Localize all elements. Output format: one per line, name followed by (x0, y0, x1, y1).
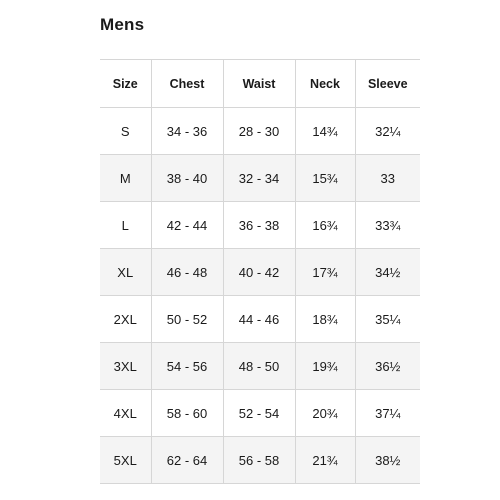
sleeve-cell: 38½ (355, 437, 420, 484)
waist-cell: 32 - 34 (223, 155, 295, 202)
table-row (100, 108, 420, 155)
neck-cell: 16¾ (295, 202, 355, 249)
chest-cell: 46 - 48 (151, 249, 223, 296)
chest-cell: 54 - 56 (151, 343, 223, 390)
sleeve-cell: 34½ (355, 249, 420, 296)
size-cell: 3XL (100, 343, 151, 390)
size-chart-table (100, 59, 420, 484)
size-cell: XL (100, 249, 151, 296)
waist-cell: 56 - 58 (223, 437, 295, 484)
chest-cell: 38 - 40 (151, 155, 223, 202)
table-row (100, 437, 420, 484)
sleeve-cell: 32¼ (355, 108, 420, 155)
neck-cell: 19¾ (295, 343, 355, 390)
table-row (100, 202, 420, 249)
header-size: Size (100, 60, 151, 108)
table-row (100, 155, 420, 202)
size-cell: 4XL (100, 390, 151, 437)
neck-cell: 18¾ (295, 296, 355, 343)
sleeve-cell: 33 (355, 155, 420, 202)
waist-cell: 48 - 50 (223, 343, 295, 390)
waist-cell: 40 - 42 (223, 249, 295, 296)
waist-cell: 52 - 54 (223, 390, 295, 437)
sleeve-cell: 36½ (355, 343, 420, 390)
sleeve-cell: 35¼ (355, 296, 420, 343)
size-cell: L (100, 202, 151, 249)
neck-cell: 15¾ (295, 155, 355, 202)
table-row (100, 390, 420, 437)
header-chest: Chest (151, 60, 223, 108)
waist-cell: 36 - 38 (223, 202, 295, 249)
header-sleeve: Sleeve (355, 60, 420, 108)
neck-cell: 21¾ (295, 437, 355, 484)
header-neck: Neck (295, 60, 355, 108)
table-header-row (100, 60, 420, 108)
neck-cell: 17¾ (295, 249, 355, 296)
chest-cell: 62 - 64 (151, 437, 223, 484)
header-waist: Waist (223, 60, 295, 108)
chest-cell: 42 - 44 (151, 202, 223, 249)
neck-cell: 20¾ (295, 390, 355, 437)
chest-cell: 50 - 52 (151, 296, 223, 343)
chest-cell: 58 - 60 (151, 390, 223, 437)
size-cell: 5XL (100, 437, 151, 484)
waist-cell: 44 - 46 (223, 296, 295, 343)
size-cell: 2XL (100, 296, 151, 343)
table-row (100, 249, 420, 296)
size-cell: S (100, 108, 151, 155)
page-title: Mens (100, 15, 145, 34)
size-cell: M (100, 155, 151, 202)
table-row (100, 343, 420, 390)
waist-cell: 28 - 30 (223, 108, 295, 155)
table-row (100, 296, 420, 343)
neck-cell: 14¾ (295, 108, 355, 155)
sleeve-cell: 37¼ (355, 390, 420, 437)
chest-cell: 34 - 36 (151, 108, 223, 155)
sleeve-cell: 33¾ (355, 202, 420, 249)
